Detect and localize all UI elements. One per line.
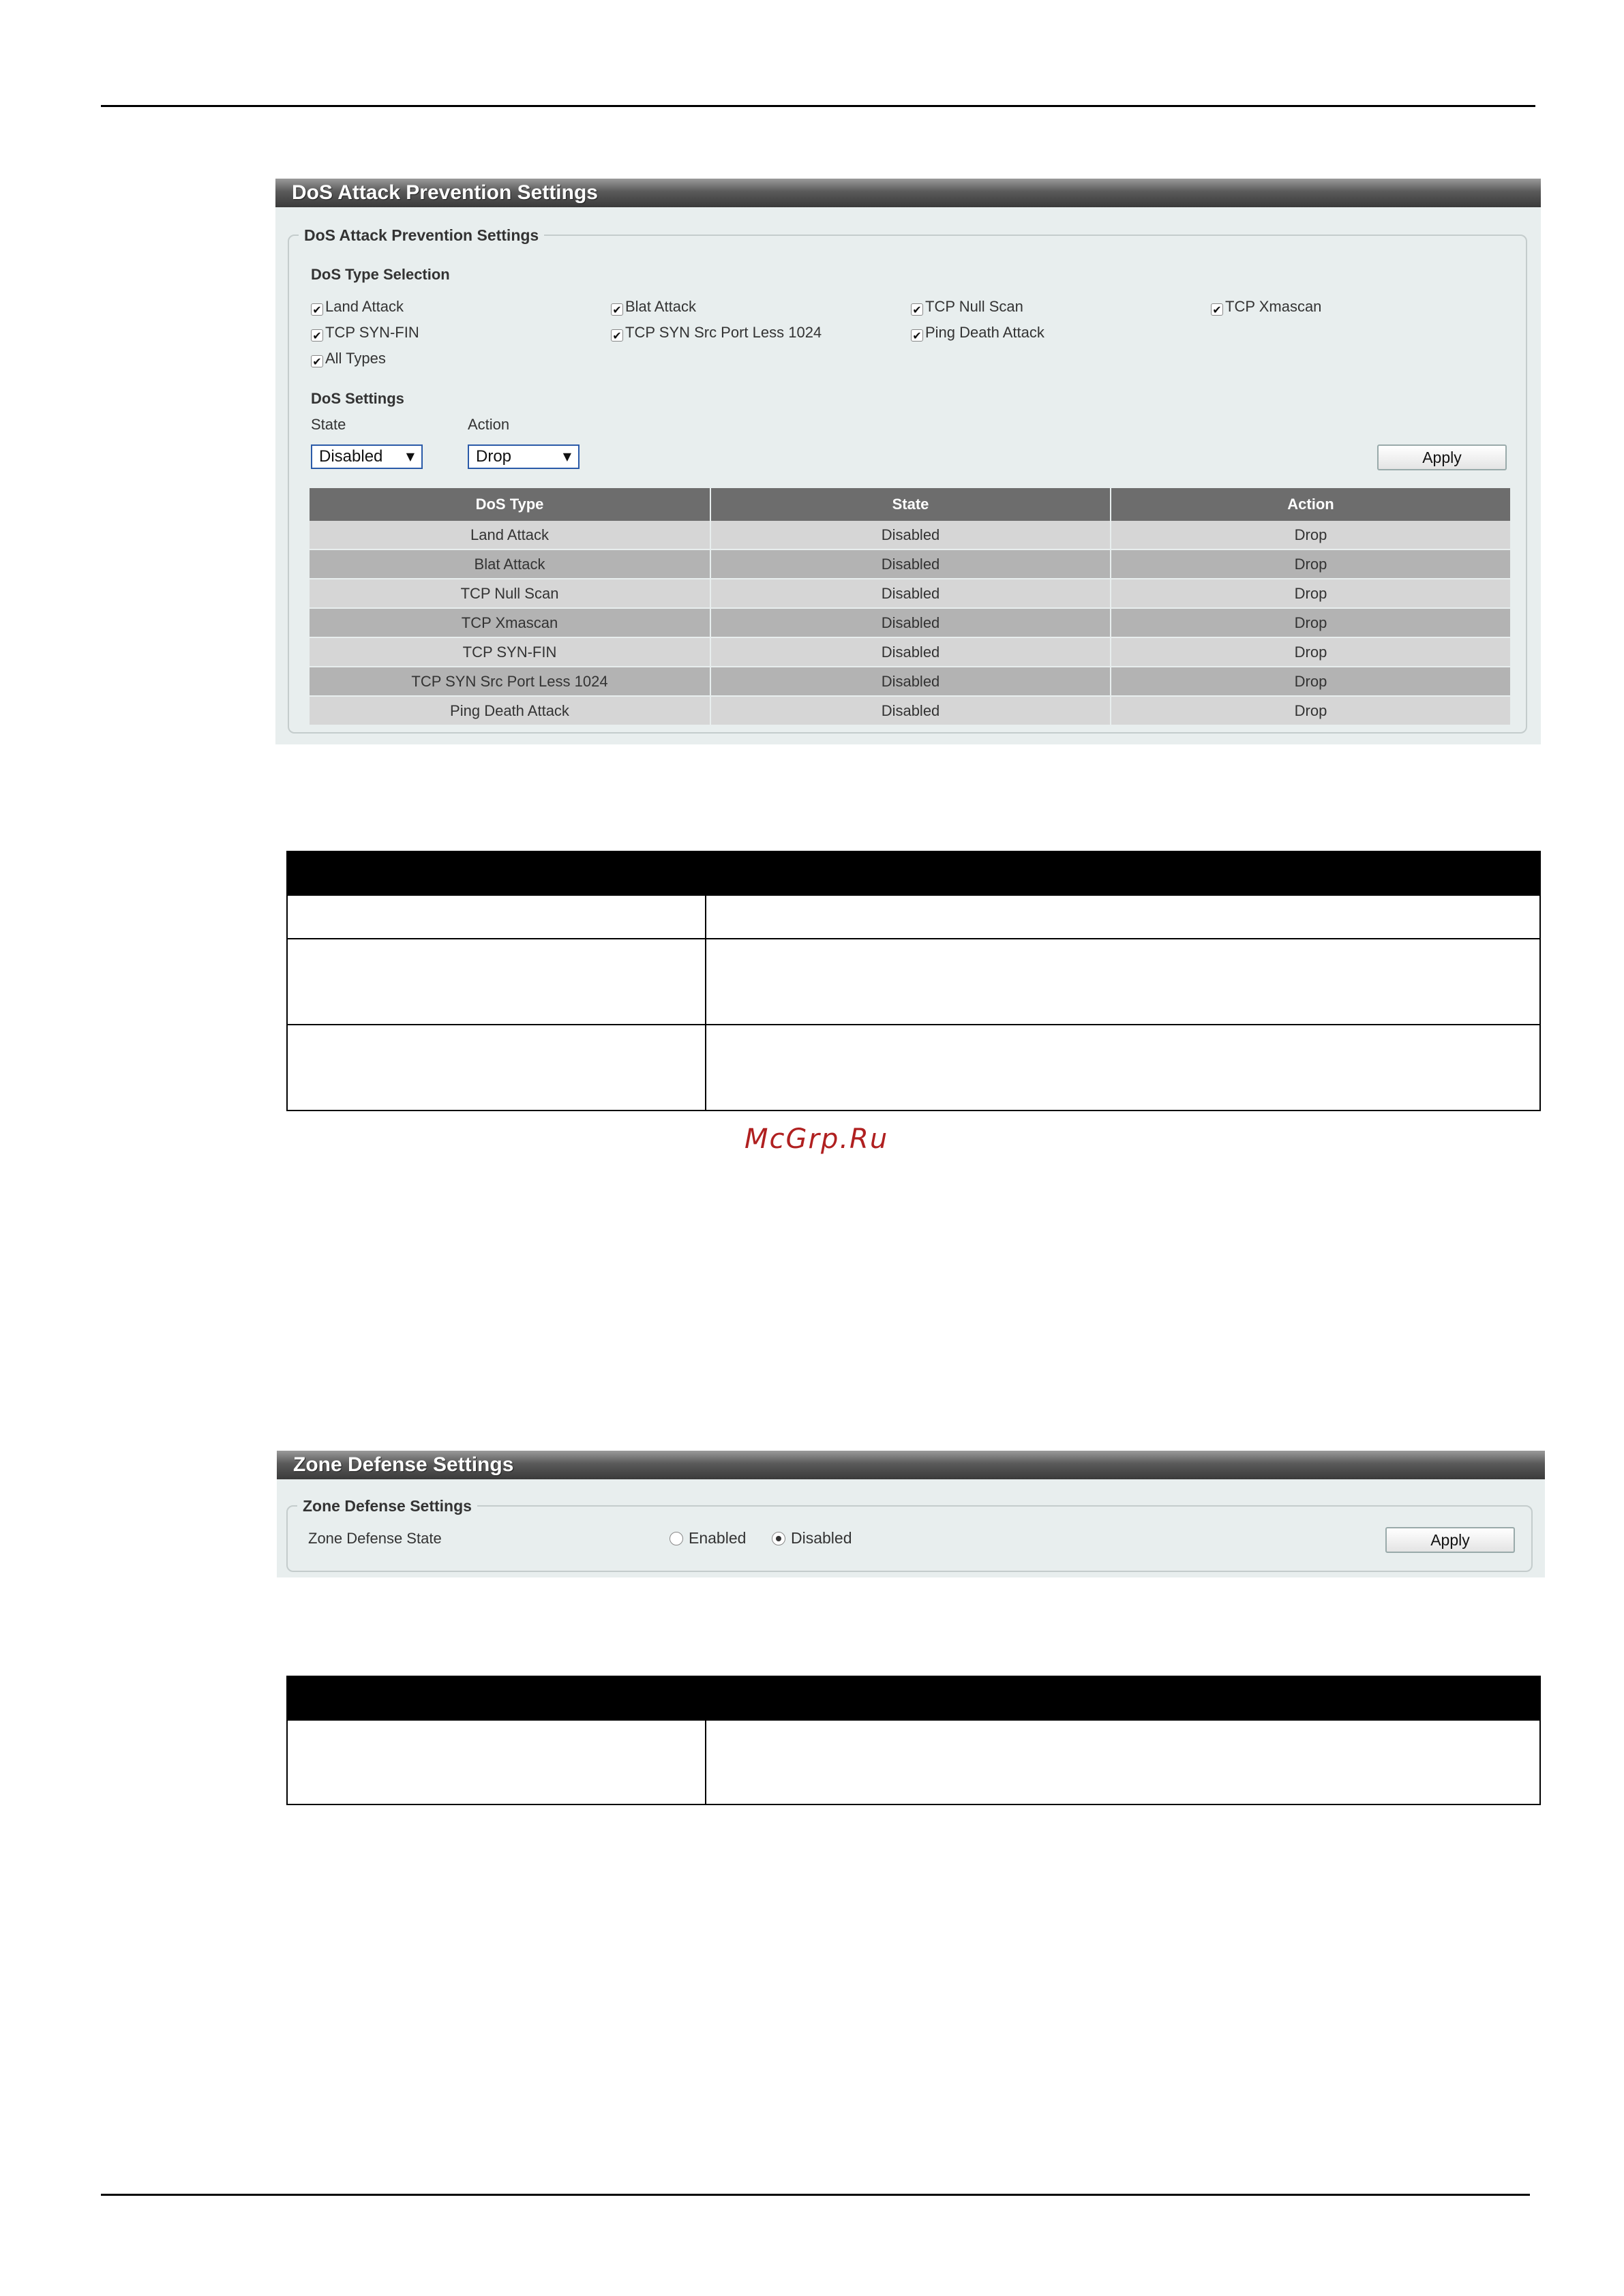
state-label: State [311,416,346,433]
dos-settings-panel [275,179,1541,744]
zone-apply-button[interactable]: Apply [1385,1527,1515,1553]
dos-fieldset-legend: DoS Attack Prevention Settings [299,226,544,245]
cell-action: Drop [1111,696,1511,725]
column-header-parameter [287,851,706,895]
radio-selected-icon [772,1532,785,1545]
zone-defense-panel [277,1451,1545,1577]
cell-dos-type: Land Attack [310,521,710,549]
table-row [287,1720,1540,1804]
cell-action: Drop [1111,667,1511,696]
cell-dos-type: TCP SYN-FIN [310,637,710,667]
checkbox-tcp-syn-src-port[interactable]: ✔ TCP SYN Src Port Less 1024 [611,323,822,342]
table-row [310,549,1511,579]
checkbox-tcp-xmascan[interactable]: ✔ TCP Xmascan [1211,297,1321,316]
cell-parameter [287,1025,706,1111]
checkmark-icon: ✔ [311,355,323,367]
cell-action: Drop [1111,549,1511,579]
cell-action: Drop [1111,521,1511,549]
parameter-table-zone [286,1676,1541,1805]
checkbox-tcp-syn-fin[interactable]: ✔ TCP SYN-FIN [311,323,419,342]
table-header-row [310,488,1511,521]
table-row [310,696,1511,725]
watermark: McGrp.Ru [745,1123,889,1155]
footer-rule [101,2194,1530,2196]
checkmark-icon: ✔ [911,329,923,342]
table-row [287,895,1540,939]
cell-dos-type: Ping Death Attack [310,696,710,725]
table-header-row [287,1676,1540,1720]
cell-description [706,939,1540,1025]
checkmark-icon: ✔ [311,303,323,316]
cell-description [706,895,1540,939]
cell-action: Drop [1111,608,1511,637]
radio-enabled[interactable]: Enabled [670,1528,746,1547]
action-select[interactable]: Drop ▼ [468,444,580,469]
dropdown-arrow-icon: ▼ [562,450,571,463]
cell-parameter [287,939,706,1025]
column-header-action: Action [1111,488,1511,521]
column-header-state: State [710,488,1111,521]
table-header-row [287,851,1540,895]
zone-panel-title: Zone Defense Settings [277,1451,1545,1479]
table-row [287,1025,1540,1111]
zone-fieldset [286,1497,1533,1572]
checkmark-icon: ✔ [611,329,623,342]
table-row [310,637,1511,667]
state-select[interactable]: Disabled ▼ [311,444,423,469]
cell-state: Disabled [710,521,1111,549]
cell-action: Drop [1111,637,1511,667]
cell-description [706,1025,1540,1111]
cell-parameter [287,895,706,939]
cell-dos-type: TCP Xmascan [310,608,710,637]
checkmark-icon: ✔ [611,303,623,316]
dos-apply-button[interactable]: Apply [1377,444,1507,470]
header-rule [101,105,1535,107]
cell-state: Disabled [710,696,1111,725]
cell-state: Disabled [710,549,1111,579]
table-row [310,521,1511,549]
cell-state: Disabled [710,608,1111,637]
zone-defense-state-label: Zone Defense State [308,1530,442,1547]
dos-panel-title: DoS Attack Prevention Settings [275,179,1541,207]
table-row [287,939,1540,1025]
checkbox-blat-attack[interactable]: ✔ Blat Attack [611,297,696,316]
table-row [310,579,1511,608]
table-row [310,608,1511,637]
table-row [310,667,1511,696]
checkmark-icon: ✔ [311,329,323,342]
parameter-table-dos [286,851,1541,1111]
cell-state: Disabled [710,667,1111,696]
column-header-parameter [287,1676,706,1720]
column-header-description [706,851,1540,895]
radio-disabled[interactable]: Disabled [772,1528,852,1547]
cell-action: Drop [1111,579,1511,608]
column-header-dos-type: DoS Type [310,488,710,521]
checkmark-icon: ✔ [1211,303,1223,316]
radio-unselected-icon [670,1532,683,1545]
dropdown-arrow-icon: ▼ [406,450,415,463]
cell-state: Disabled [710,579,1111,608]
dos-settings-heading: DoS Settings [311,390,404,407]
checkmark-icon: ✔ [911,303,923,316]
column-header-description [706,1676,1540,1720]
cell-parameter [287,1720,706,1804]
checkbox-ping-death-attack[interactable]: ✔ Ping Death Attack [911,323,1044,342]
cell-description [706,1720,1540,1804]
dos-type-selection-heading: DoS Type Selection [311,266,450,283]
cell-state: Disabled [710,637,1111,667]
checkbox-land-attack[interactable]: ✔ Land Attack [311,297,404,316]
dos-type-table [310,488,1512,726]
cell-dos-type: TCP SYN Src Port Less 1024 [310,667,710,696]
zone-fieldset-legend: Zone Defense Settings [297,1497,477,1515]
checkbox-tcp-null-scan[interactable]: ✔ TCP Null Scan [911,297,1023,316]
cell-dos-type: Blat Attack [310,549,710,579]
action-label: Action [468,416,510,433]
cell-dos-type: TCP Null Scan [310,579,710,608]
checkbox-all-types[interactable]: ✔ All Types [311,349,386,368]
